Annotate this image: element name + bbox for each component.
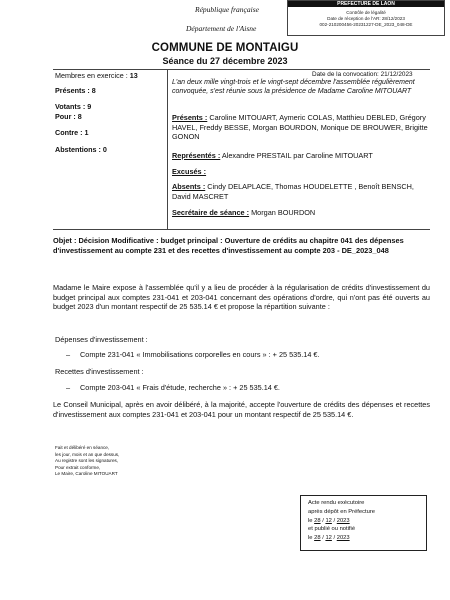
convocation-date: Date de la convocation: 21/12/2023 [312, 71, 413, 78]
acte-year-2: 2023 [336, 535, 350, 542]
acte-line-2: après dépôt en Préfecture [308, 508, 376, 515]
footer-line-1: Fait et délibéré en séance, [55, 445, 110, 450]
stamp-title: PREFECTURE DE LAON [288, 1, 444, 7]
excuses-label: Excusés : [172, 167, 207, 176]
secretaire-label: Secrétaire de séance : [172, 208, 250, 217]
expose-paragraph: Madame le Maire expose à l'assemblée qu'il y a lieu de procéder à la régularisation de crédits d'investissement du budget principal aux comptes 231-041 et 203-041 concernant des opérations d'ordre, qui n'ont pas été ouverts au budget 2023 d'un montant respectif de 25 535.14 € et propose la répartition suivante : [53, 283, 430, 312]
acte-le-2: le [308, 535, 313, 542]
representes-names: Alexandre PRESTAIL par Caroline MITOUART [220, 151, 373, 160]
depenses-title: Dépenses d'investissement : [55, 335, 148, 344]
footer-line-4: Pour extrait conforme, [55, 464, 101, 470]
membres-value: 13 [129, 71, 138, 80]
acte-le-1: le [308, 517, 313, 524]
acte-day-1: 28 [314, 517, 321, 524]
recettes-title: Recettes d'investissement : [55, 367, 144, 376]
seance-date: Séance du 27 décembre 2023 [162, 56, 288, 66]
republique-heading: République française [195, 5, 259, 14]
acte-day-2: 28 [314, 535, 321, 542]
acte-month-2: 12 [325, 535, 332, 542]
departement-heading: Département de l'Aisne [186, 24, 257, 33]
commune-title: COMMUNE DE MONTAIGU [151, 42, 299, 54]
presents-count: Présents : 8 [55, 86, 96, 95]
acte-year-1: 2023 [336, 517, 350, 524]
presents-block [172, 113, 430, 142]
objet-heading: Objet : Décision Modificative : budget principal : Ouverture de crédits au chapitre 041 des dépenses d'investissement au compte 231 et des recettes d'investissement au compte 203 - DE_2023_048 [53, 236, 404, 255]
stamp-line-2: Date de réception de l'AR: 28/12/2023 [327, 16, 405, 21]
bullet-dash: – [66, 383, 71, 392]
decision-paragraph: Le Conseil Municipal, après en avoir délibéré, à la majorité, accepte l'ouverture de crédits des dépenses et recettes d'investissement aux comptes 231-041 et 203-041 pour un montant respectif de 25 535.14 €. [53, 400, 430, 419]
footer-line-5: Le Maire, Caroline MITOUART [55, 471, 118, 477]
intro-text: L'an deux mille vingt-trois et le vingt-sept décembre l'assemblée régulièrement convoquée, s'est réunie sous la présidence de Madame Caroline MITOUART [172, 79, 415, 95]
presents-label: Présents : [172, 113, 208, 122]
abstentions-count: Abstentions : 0 [55, 145, 107, 154]
membres-exercice [55, 71, 138, 80]
acte-line-3: le 28 / 12 / 2023 [308, 517, 350, 524]
recettes-item [66, 383, 280, 393]
acte-month-1: 12 [325, 517, 332, 524]
footer-line-3: Au registre sont les signatures, [55, 458, 119, 464]
acte-line-5: le 28 / 12 / 2023 [308, 535, 350, 542]
absents-names: Cindy DELAPLACE, Thomas HOUDELETTE , Benoît BENSCH, David MASCRET [172, 182, 414, 201]
top-rule [53, 69, 430, 70]
stamp-line-3: 002-210200456-20231227-DE_2023_048-DE [319, 22, 413, 27]
secretaire-block [172, 208, 430, 218]
depenses-item-text: Compte 231-041 « Immobilisations corporelles en cours » : + 25 535.14 €. [80, 350, 320, 359]
absents-block [172, 182, 430, 201]
acte-line-4: et publié ou notifié [308, 526, 356, 533]
stamp-line-1: Contrôle de légalité [346, 10, 386, 15]
acte-executoire-box [300, 495, 427, 551]
column-divider [167, 69, 168, 229]
signature-footer [55, 445, 119, 478]
membres-label: Membres en exercice : [55, 71, 128, 80]
footer-line-2: les jour, mois et an que dessus, [55, 451, 120, 457]
bullet-dash: – [66, 350, 71, 359]
absents-label: Absents : [172, 182, 206, 191]
secretaire-name: Morgan BOURDON [249, 208, 316, 217]
representes-label: Représentés : [172, 151, 221, 160]
contre-count: Contre : 1 [55, 128, 89, 137]
prefecture-stamp [287, 0, 445, 36]
pour-count: Pour : 8 [55, 112, 82, 121]
bottom-rule [53, 229, 430, 230]
excuses-block [172, 167, 430, 177]
depenses-item [66, 350, 320, 360]
acte-line-1: Acte rendu exécutoire [308, 500, 365, 506]
recettes-item-text: Compte 203-041 « Frais d'étude, recherche » : + 25 535.14 €. [80, 383, 280, 392]
votants-count: Votants : 9 [55, 102, 92, 111]
representes-block [172, 151, 430, 161]
presents-names: Caroline MITOUART, Aymeric COLAS, Matthieu DEBLED, Grégory HAVEL, Freddy BESSE, Morgan BOURDON, Monique DE BROUWER, Brigitte GONON [172, 113, 428, 141]
